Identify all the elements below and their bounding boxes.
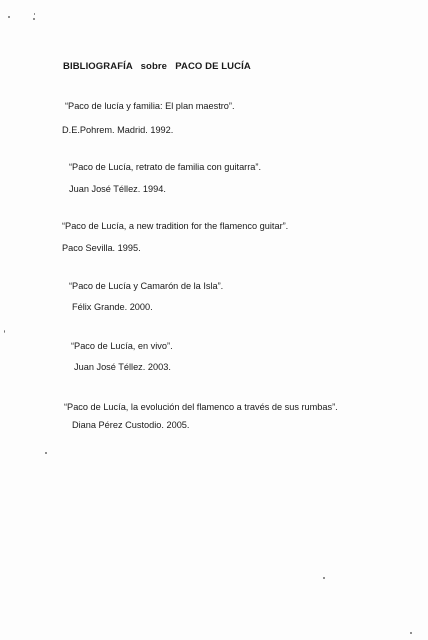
scan-speck bbox=[8, 16, 10, 18]
entry-title-5: “Paco de Lucía, en vivo”. bbox=[71, 341, 173, 351]
scan-speck bbox=[410, 632, 412, 634]
entry-title-4: “Paco de Lucía y Camarón de la Isla”. bbox=[69, 281, 224, 291]
entry-author-4: Félix Grande. 2000. bbox=[72, 302, 153, 312]
page-title: BIBLIOGRAFÍA sobre PACO DE LUCÍA bbox=[63, 61, 251, 72]
entry-author-6: Diana Pérez Custodio. 2005. bbox=[72, 420, 190, 430]
scan-speck bbox=[34, 13, 35, 15]
scan-speck bbox=[4, 330, 5, 333]
entry-title-3: “Paco de Lucía, a new tradition for the flamenco guitar”. bbox=[62, 221, 289, 231]
entry-author-3: Paco Sevilla. 1995. bbox=[62, 243, 141, 253]
scan-speck bbox=[45, 452, 47, 454]
entry-title-1: “Paco de lucía y familia: El plan maestro”. bbox=[65, 101, 235, 111]
entry-author-2: Juan José Téllez. 1994. bbox=[69, 184, 166, 194]
entry-title-2: “Paco de Lucía, retrato de familia con guitarra”. bbox=[69, 162, 262, 172]
scan-speck bbox=[33, 18, 35, 20]
entry-author-5: Juan José Téllez. 2003. bbox=[74, 362, 171, 372]
scan-speck bbox=[323, 577, 325, 579]
entry-title-6: “Paco de Lucía, la evolución del flamenco a través de sus rumbas”. bbox=[64, 402, 338, 412]
entry-author-1: D.E.Pohrem. Madrid. 1992. bbox=[62, 125, 174, 135]
